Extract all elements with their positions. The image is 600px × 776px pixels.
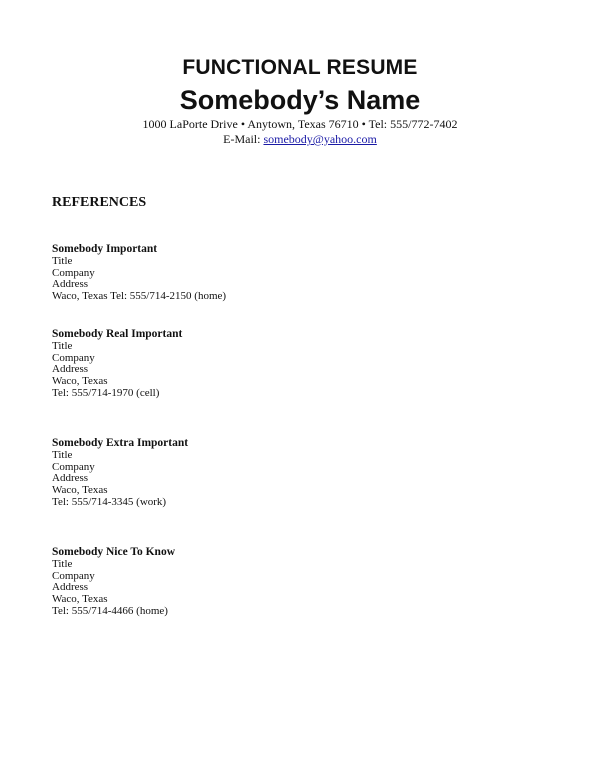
reference-city: Waco, Texas: [52, 375, 108, 388]
reference-address: Address: [52, 278, 89, 291]
email-line: [0, 132, 600, 147]
reference-city: Waco, Texas: [52, 593, 108, 606]
reference-company: Company: [52, 351, 95, 364]
reference-name: Somebody Real Important: [52, 328, 183, 340]
reference-company: Company: [52, 460, 95, 473]
reference-entry-2: [52, 327, 182, 400]
email-link[interactable]: somebody@yahoo.com: [263, 132, 377, 146]
reference-name: Somebody Extra Important: [52, 437, 189, 449]
address-line: 1000 LaPorte Drive • Anytown, Texas 76710 • Tel: 555/772-7402: [142, 117, 458, 131]
reference-name: Somebody Important: [52, 243, 158, 255]
reference-phone: Tel: 555/714-1970 (cell): [52, 386, 160, 399]
reference-phone: Tel: 555/714-4466 (home): [52, 604, 168, 617]
reference-title: Title: [52, 255, 73, 267]
reference-company: Company: [52, 569, 95, 582]
reference-entry-1: [52, 242, 226, 303]
references-section-title: REFERENCES: [52, 195, 147, 210]
reference-title: Title: [52, 449, 73, 461]
reference-name: Somebody Nice To Know: [52, 546, 176, 558]
reference-entry-3: [52, 436, 188, 509]
reference-city-phone: Waco, Texas Tel: 555/714-2150 (home): [52, 290, 227, 303]
reference-city: Waco, Texas: [52, 484, 108, 497]
reference-address: Address: [52, 363, 89, 376]
reference-address: Address: [52, 472, 89, 485]
reference-title: Title: [52, 558, 73, 570]
applicant-name: Somebody’s Name: [179, 85, 421, 115]
reference-entry-4: [52, 545, 175, 618]
email-label: E-Mail:: [223, 132, 264, 146]
reference-address: Address: [52, 581, 89, 594]
resume-header: [0, 55, 600, 147]
reference-company: Company: [52, 266, 95, 279]
document-type-heading: FUNCTIONAL RESUME: [182, 56, 418, 79]
reference-phone: Tel: 555/714-3345 (work): [52, 495, 167, 508]
reference-title: Title: [52, 340, 73, 352]
